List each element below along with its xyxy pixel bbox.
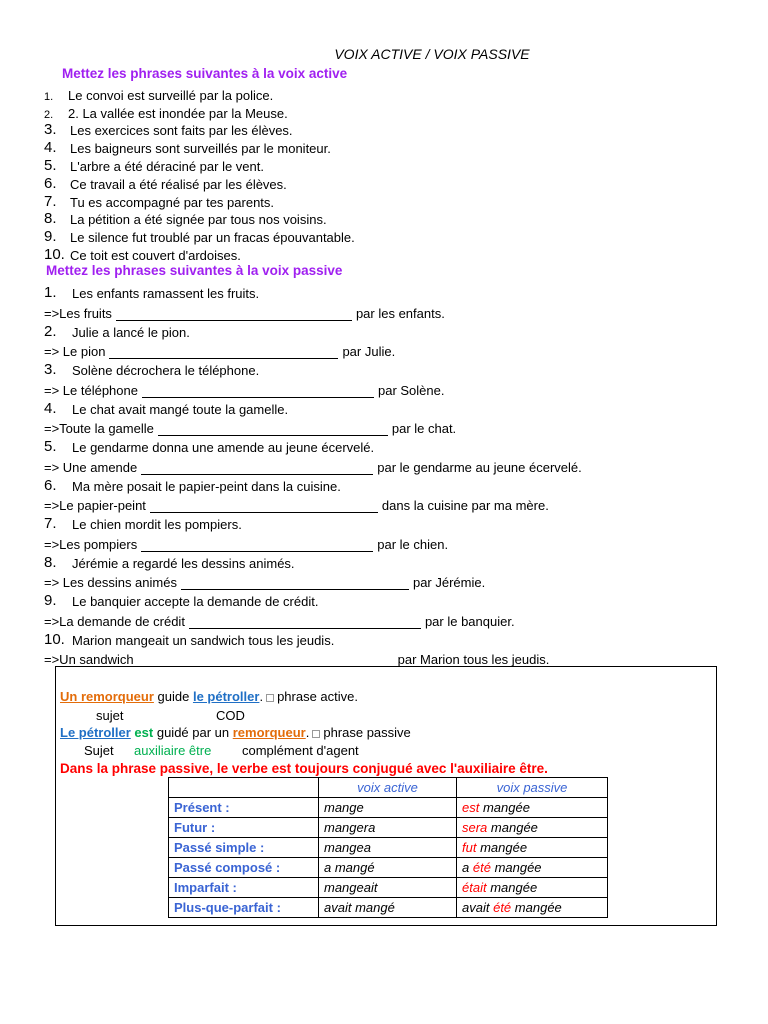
question-text: Ma mère posait le papier-peint dans la cuisine. [72,478,341,494]
item-number: 4. [44,399,57,417]
answer-suffix: par les enfants. [355,305,445,321]
aux-text: été [493,900,512,915]
answer-line [44,417,744,437]
answer-blank[interactable] [189,616,421,629]
passive-verb: guidé par un [156,725,230,740]
active-object: le pétroller [192,689,260,704]
answer-suffix: dans la cuisine par ma mère. [381,498,549,513]
active-object-label: COD [216,708,245,723]
answer-line [44,609,744,629]
question-text: Julie a lancé le pion. [72,324,190,340]
tense-cell: Passé composé : [169,858,319,878]
answer-blank[interactable] [150,500,378,513]
answer-line [44,340,744,360]
item-number: 7. [44,192,57,210]
table-row [169,898,608,918]
participle-text: mangée [490,820,538,835]
item-number: 5. [44,156,57,174]
question-text: Le chien mordit les pompiers. [72,517,242,532]
item-number: 1. [44,284,57,301]
item-number: 5. [44,438,57,455]
aux-text: était [462,880,487,895]
item-number: 9. [44,592,57,609]
active-cell: mangera [319,818,457,838]
answer-prefix: =>Les pompiers [44,536,138,552]
passive-agent: remorqueur [232,725,306,740]
list-item [44,245,644,263]
active-cell: mangea [319,838,457,858]
active-label: phrase active. [277,689,358,704]
question [44,513,744,532]
answer-suffix: par Marion tous les jeudis. [397,652,550,667]
list-item [44,156,644,174]
answer-prefix: =>Toute la gamelle [44,421,154,436]
passive-subject-label: Sujet [84,743,114,758]
question [44,475,744,494]
table-row [169,818,608,838]
item-number: 2. [44,322,57,340]
passive-aux-label: auxiliaire être [134,743,212,758]
passive-cell [457,838,608,858]
question-text: Marion mangeait un sandwich tous les jeudis. [72,632,335,648]
active-cell: mangeait [319,878,457,898]
conjugation-table [168,777,608,918]
item-text: La pétition a été signée par tous nos voisins. [70,212,327,228]
answer-suffix: par Jérémie. [412,575,486,590]
question-text: Le gendarme donna une amende au jeune écervelé. [72,440,375,455]
question [44,436,744,455]
answer-blank[interactable] [141,462,373,475]
participle-text: mangée [480,840,528,855]
list-item [44,121,644,139]
active-cell: a mangé [319,858,457,878]
summary-box [55,666,717,926]
tense-cell: Présent : [169,798,319,818]
aux-prefix-text: a [462,860,470,875]
exercise2-list [44,282,744,667]
answer-line [44,378,744,398]
answer-blank[interactable] [181,577,409,590]
passive-example: Le pétroller est guidé par un remorqueur. phrase passive [60,725,411,740]
question-text: Les enfants ramassent les fruits. [72,286,260,301]
header-cell [169,778,319,798]
passive-cell [457,798,608,818]
list-item [44,227,644,245]
item-text: Les baigneurs sont surveillés par le moniteur. [70,141,331,157]
passive-cell [457,878,608,898]
item-number: 6. [44,174,57,192]
table-row [169,798,608,818]
item-number: 4. [44,139,57,157]
active-subject-label: sujet [96,708,124,723]
passive-cell [457,818,608,838]
answer-line [44,532,744,552]
item-number: 3. [44,121,57,139]
answer-prefix: => Le pion [44,344,106,359]
list-item [44,192,644,210]
tense-cell: Passé simple : [169,838,319,858]
aux-text: été [472,860,491,875]
answer-prefix: => Les dessins animés [44,575,177,590]
item-text: Ce travail a été réalisé par les élèves. [70,176,287,192]
answer-blank[interactable] [142,385,374,398]
item-number: 10. [44,245,65,263]
active-cell: mange [319,798,457,818]
page-title: VOIX ACTIVE / VOIX PASSIVE [334,46,530,62]
arrow-icon [266,694,274,702]
answer-blank[interactable] [141,539,373,552]
active-cell: avait mangé [319,898,457,918]
item-number: 8. [44,553,57,571]
list-item [44,85,644,103]
question [44,398,744,417]
item-number: 3. [44,361,57,378]
participle-text: mangée [490,880,538,895]
aux-text: fut [462,840,477,855]
answer-prefix: =>Les fruits [44,305,112,321]
question [44,590,744,609]
item-text: Le convoi est surveillé par la police. [68,87,274,103]
list-item [44,103,644,121]
table-row [169,878,608,898]
answer-suffix: par le gendarme au jeune écervelé. [377,459,582,475]
answer-line [44,648,744,668]
participle-text: mangée [482,800,530,815]
item-text: 2. La vallée est inondée par la Meuse. [68,105,288,121]
passive-cell [457,898,608,918]
item-text: Tu es accompagné par tes parents. [70,194,275,210]
passive-cell [457,858,608,878]
item-text: Le silence fut troublé par un fracas épouvantable. [70,230,355,246]
answer-suffix: par Solène. [377,382,445,398]
answer-blank[interactable] [116,308,352,321]
active-subject: Un remorqueur [60,689,154,704]
question [44,629,744,648]
answer-suffix: par le banquier. [424,613,515,629]
answer-prefix: =>La demande de crédit [44,613,185,629]
item-number: 10. [44,630,65,648]
table-row [169,858,608,878]
header-cell: voix active [319,778,457,798]
active-example: Un remorqueur guide le pétroller. phrase active. [60,689,358,704]
table-header [169,778,608,798]
list-item [44,138,644,156]
item-text: L'arbre a été déraciné par le vent. [70,158,264,174]
tense-cell: Imparfait : [169,878,319,898]
answer-prefix: =>Un sandwich [44,652,134,667]
rule-text: Dans la phrase passive, le verbe est toujours conjugué avec l'auxiliaire être. [60,761,548,776]
tense-cell: Plus-que-parfait : [169,898,319,918]
header-cell: voix passive [457,778,608,798]
question-text: Le chat avait mangé toute la gamelle. [72,401,289,417]
item-number: 7. [44,515,57,532]
participle-text: mangée [514,900,562,915]
passive-aux: est [134,725,154,740]
answer-prefix: => Une amende [44,459,138,475]
item-number: 8. [44,210,57,228]
exercise1-heading: Mettez les phrases suivantes à la voix active [62,66,348,81]
question-text: Jérémie a regardé les dessins animés. [72,555,295,571]
item-number: 9. [44,228,57,246]
answer-suffix: par Julie. [342,344,396,359]
active-verb: guide [157,689,190,704]
question-text: Solène décrochera le téléphone. [72,363,260,378]
exercise2-heading: Mettez les phrases suivantes à la voix passive [46,263,343,278]
question [44,552,744,571]
item-number: 1. [44,90,54,103]
arrow-icon [312,730,320,738]
answer-prefix: => Le téléphone [44,382,138,398]
answer-blank[interactable] [109,346,338,359]
item-number: 6. [44,476,57,494]
answer-line [44,494,744,514]
item-text: Les exercices sont faits par les élèves. [70,123,293,139]
question-text: Le banquier accepte la demande de crédit. [72,594,319,609]
answer-suffix: par le chien. [377,536,449,552]
answer-line [44,301,744,321]
item-text: Ce toit est couvert d'ardoises. [70,247,241,263]
tense-cell: Futur : [169,818,319,838]
answer-line [44,571,744,591]
list-item [44,174,644,192]
answer-prefix: =>Le papier-peint [44,498,146,513]
aux-prefix-text: avait [462,900,490,915]
answer-line [44,455,744,475]
question [44,321,744,340]
list-item [44,210,644,228]
participle-text: mangée [494,860,542,875]
passive-label: phrase passive [323,725,411,740]
answer-suffix: par le chat. [391,421,457,436]
item-number: 2. [44,108,54,121]
answer-blank[interactable] [158,423,388,436]
question [44,359,744,378]
aux-text: est [462,800,480,815]
exercise1-list [44,85,644,263]
table-row [169,838,608,858]
aux-text: sera [462,820,488,835]
passive-agent-label: complément d'agent [242,743,359,758]
question [44,282,744,301]
passive-subject: Le pétroller [60,725,131,740]
